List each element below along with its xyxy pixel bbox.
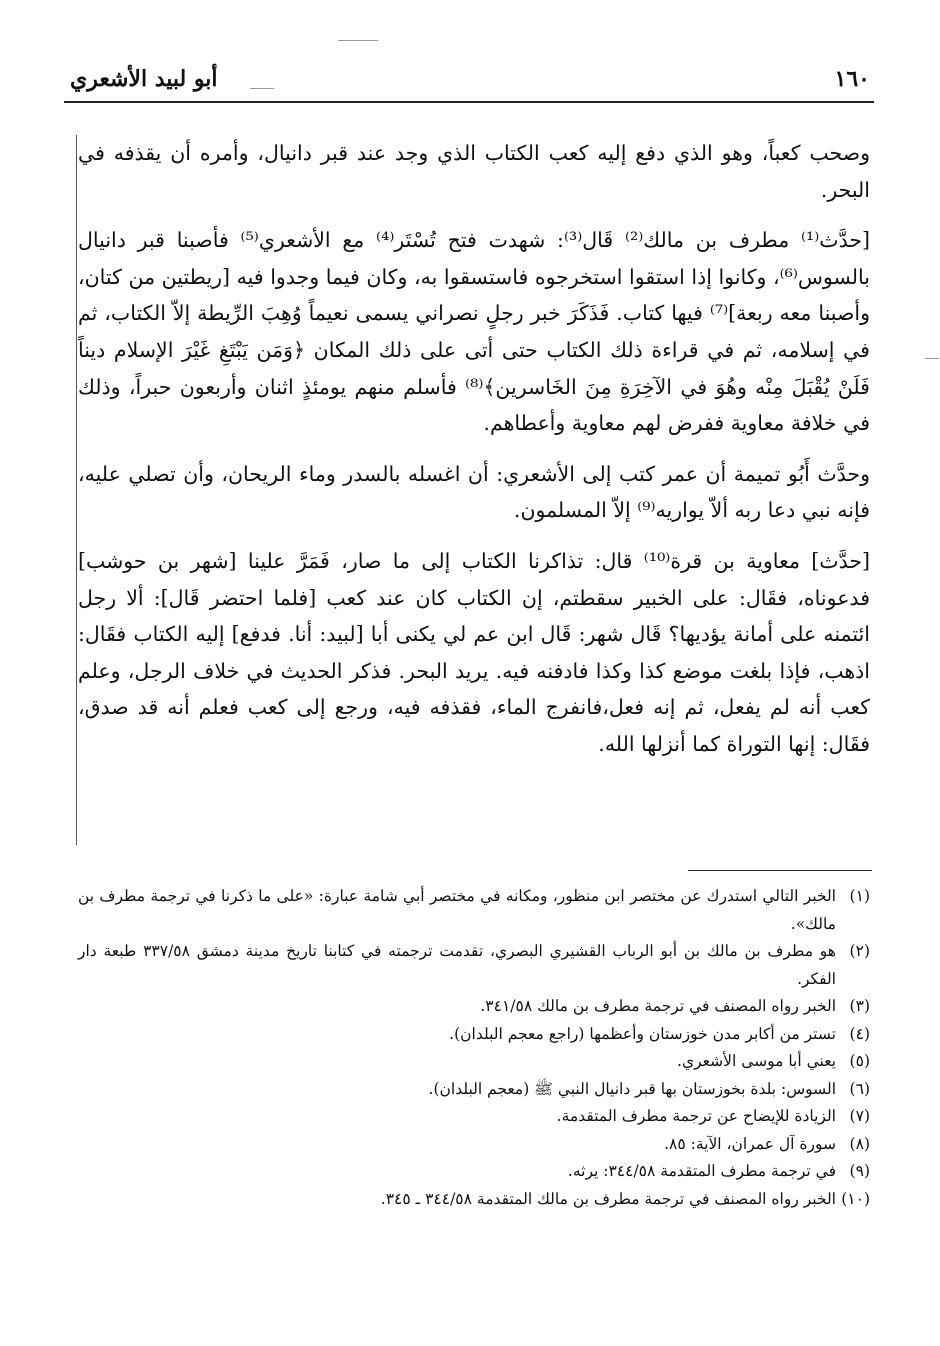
paragraph: [حدَّث⁽¹⁾ مطرف بن مالك⁽²⁾ قَال⁽³⁾: شهدت فتح تُسْتَر⁽⁴⁾ مع الأشعري⁽⁵⁾ فأصبنا قبر دانيال بالسوس⁽⁶⁾، وكانوا إذا استقوا استخرجوه فاستسقوا به، وكان فيما وجدوا فيه [ريطتين من كتان، وأصبنا معه ربعة]⁽⁷⁾ فيها كتاب. فَذَكَرَ خبر رجلٍ نصراني يسمى نعيماً وُهِبَ الرِّيطة إلاّ الكتاب، ثم في إسلامه، ثم في قراءة ذلك الكتاب حتى أتى على ذلك المكان ﴿وَمَن يَبْتَغِ غَيْرَ الإسلام ديناً فَلَنْ يُقْبَلَ مِنْه وهُوَ في الآخِرَةِ مِنَ الخَاسرين﴾⁽⁸⁾ فأسلم منهم يومئذٍ اثنان وأربعون حبراً، وذلك في خلافة معاوية ففرض لهم معاوية وأعطاهم. bbox=[78, 228, 870, 436]
footnotes bbox=[78, 883, 870, 1213]
footnote bbox=[78, 1048, 870, 1076]
footnote-text: السوس: بلدة بخوزستان بها قبر دانيال النبي ﷺ (معجم البلدان). bbox=[428, 1079, 836, 1098]
scan-speck bbox=[250, 88, 274, 89]
footnote-number: (٨) bbox=[849, 1134, 870, 1153]
page-number: ١٦٠ bbox=[834, 66, 870, 92]
footnote-number: (٢) bbox=[849, 942, 870, 960]
footnote-number: (١٠) bbox=[841, 1189, 870, 1208]
footnote-number: (٤) bbox=[849, 1024, 870, 1043]
footnote bbox=[78, 1021, 870, 1049]
paragraph: [حدَّث] معاوية بن قرة⁽¹⁰⁾ قال: تذاكرنا الكتاب إلى ما صار، فَمَرَّ علينا [شهر بن حوشب] فدعوناه، فقَال: على الخبير سقطتم، إن الكتاب كان عند كعب [فلما احتضر قَال]: ألا رجل ائتمنه على أمانة يؤديها؟ قَال شهر: قَال ابن عم لي يكنى أبا [لبيد: أنا. فدفع] إليه الكتاب فقَال: اذهب، فإذا بلغت موضع كذا وكذا فادفنه فيه. يريد البحر. فذكر الحديث في خلاف الرجل، وعلم كعب أنه لم يفعل، ثم إنه فعل،فانفرج الماء، فقذفه فيه، ورجع إلى كعب فعلم أنه قد صدق، فقَال: إنها التوراة كما أنزلها الله. bbox=[78, 548, 871, 756]
footnote bbox=[78, 1186, 870, 1214]
footnote-number: (٧) bbox=[849, 1107, 870, 1125]
scan-speck bbox=[338, 40, 378, 41]
header-rule bbox=[64, 101, 874, 103]
footnote bbox=[78, 1103, 870, 1131]
footnote bbox=[78, 1076, 870, 1104]
footnote-text: هو مطرف بن مالك بن أبو الرباب القشيري البصري، تقدمت ترجمته في كتابنا تاريخ مدينة دمشق ٣٣٧/٥٨ طبعة دار الفكر. bbox=[78, 942, 836, 988]
footnote-number: (٦) bbox=[849, 1079, 870, 1098]
footnote bbox=[78, 1158, 870, 1186]
footnote-number: (٣) bbox=[849, 997, 870, 1015]
footnote-text: الزيادة للإيضاح عن ترجمة مطرف المتقدمة. bbox=[556, 1107, 836, 1125]
footnote-number: (١) bbox=[849, 887, 870, 905]
scan-speck bbox=[925, 358, 939, 359]
footnote-number: (٩) bbox=[849, 1162, 870, 1180]
footnote-text: في ترجمة مطرف المتقدمة ٣٤٤/٥٨: يرثه. bbox=[567, 1162, 836, 1180]
footnote bbox=[78, 938, 870, 993]
page-header bbox=[70, 66, 870, 100]
footnote-text: تستر من أكابر مدن خوزستان وأعظمها (راجع معجم البلدان). bbox=[449, 1024, 836, 1043]
footnote-number: (٥) bbox=[849, 1052, 870, 1070]
footnote bbox=[78, 883, 870, 938]
footnote-text: الخبر رواه المصنف في ترجمة مطرف بن مالك ٣٤١/٥٨. bbox=[480, 997, 836, 1015]
footnote bbox=[78, 1131, 870, 1159]
footnote-text: الخبر رواه المصنف في ترجمة مطرف بن مالك المتقدمة ٣٤٤/٥٨ ـ ٣٤٥. bbox=[380, 1189, 836, 1208]
paragraph: وصحب كعباً، وهو الذي دفع إليه كعب الكتاب الذي وجد عند قبر دانيال، وأمره أن يقذفه في البحر. bbox=[78, 141, 870, 202]
paragraph: وحدَّث أَبُو تميمة أن عمر كتب إلى الأشعري: أن اغسله بالسدر وماء الريحان، وأن تصلي عليه، فإنه نبي دعا ربه ألاّ يواريه⁽⁹⁾ إلاّ المسلمون. bbox=[78, 461, 870, 523]
footnote-rule bbox=[688, 870, 872, 871]
footnote bbox=[78, 993, 870, 1021]
main-text bbox=[78, 135, 870, 763]
scan-margin-line bbox=[76, 135, 77, 845]
footnote-text: سورة آل عمران، الآية: ٨٥. bbox=[664, 1134, 836, 1153]
footnote-text: الخبر التالي استدرك عن مختصر ابن منظور، ومكانه في مختصر أبي شامة عبارة: «على ما ذكرنا في ترجمة مطرف بن مالك». bbox=[78, 887, 836, 933]
footnote-text: يعني أبا موسى الأشعري. bbox=[677, 1052, 836, 1070]
running-title: أبو لبيد الأشعري bbox=[70, 66, 218, 92]
